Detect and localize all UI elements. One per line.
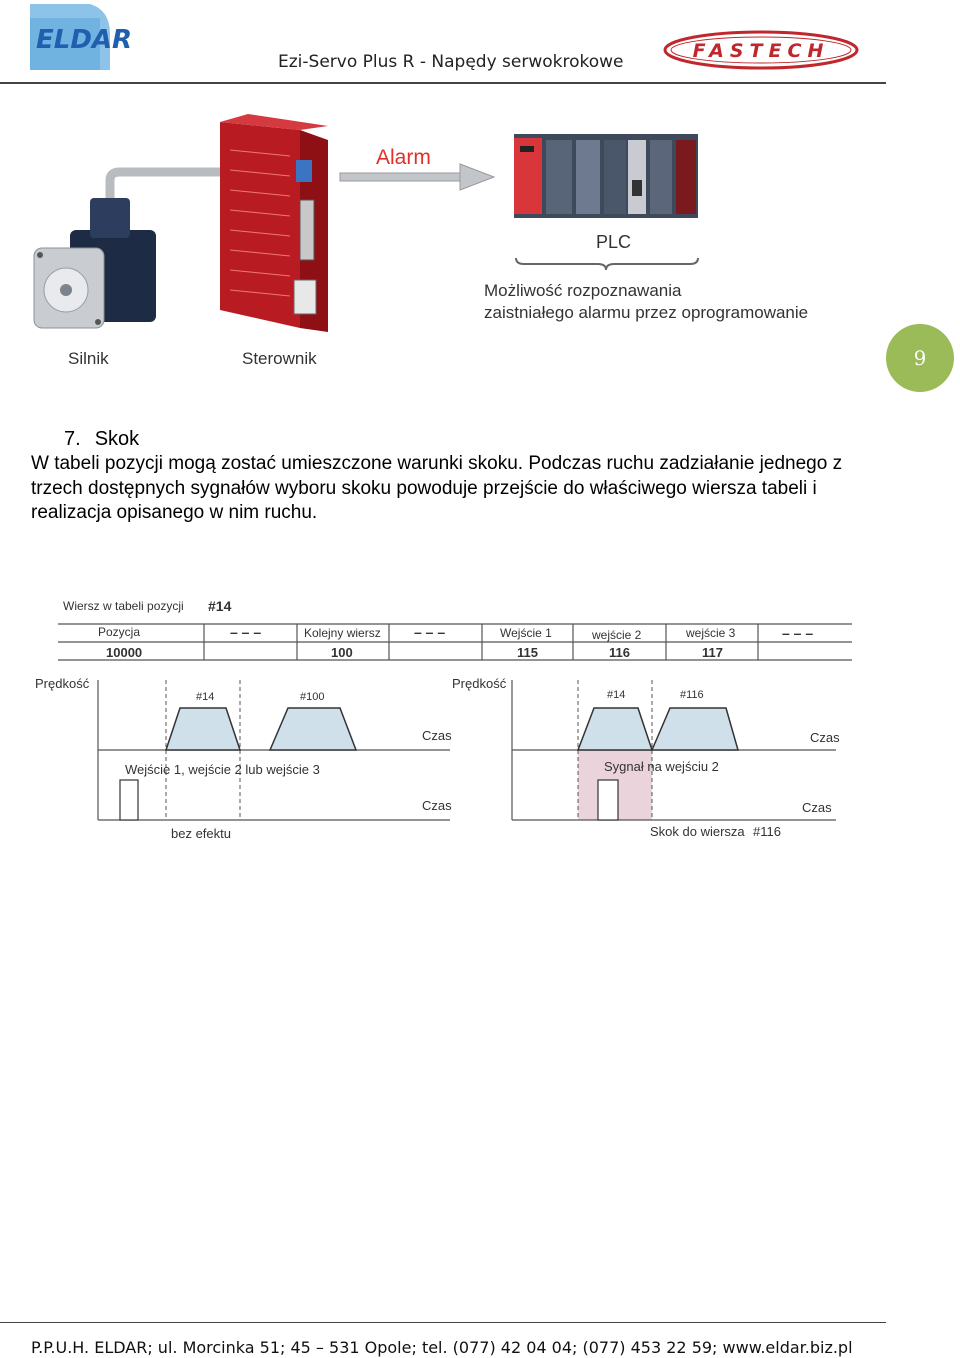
svg-text:#14: #14 — [607, 689, 626, 701]
svg-text:– – –: – – – — [782, 625, 814, 641]
fastech-logo — [663, 30, 859, 70]
section-number: 7. — [64, 428, 81, 450]
svg-text:ELDAR: ELDAR — [36, 25, 133, 55]
plc-icon — [514, 134, 698, 218]
svg-text:#116: #116 — [753, 824, 781, 839]
eldar-logo — [30, 4, 133, 70]
svg-text:Wiersz w tabeli pozycji: Wiersz w tabeli pozycji — [63, 599, 184, 613]
section-heading — [64, 428, 139, 451]
svg-text:Możliwość rozpoznawania: Możliwość rozpoznawania — [484, 281, 682, 300]
svg-text:Skok do wiersza: Skok do wiersza — [650, 824, 745, 839]
svg-text:Czas: Czas — [422, 798, 452, 813]
left-timing-plot — [30, 668, 460, 848]
svg-text:bez efektu: bez efektu — [171, 826, 231, 841]
svg-text:Czas: Czas — [802, 800, 832, 815]
svg-text:FASTECH: FASTECH — [692, 40, 830, 62]
footer-contact: P.P.U.H. ELDAR; ul. Morcinka 51; 45 – 531 Opole; tel. (077) 42 04 04; (077) 453 22 59; www.eldar.biz.pl — [31, 1338, 853, 1357]
svg-text:Sygnał na wejściu 2: Sygnał na wejściu 2 — [604, 759, 719, 774]
svg-text:Prędkość: Prędkość — [452, 676, 507, 691]
svg-text:– – –: – – – — [414, 624, 446, 640]
header-rule — [0, 82, 886, 84]
svg-text:Kolejny wiersz: Kolejny wiersz — [304, 626, 381, 640]
svg-text:Sterownik: Sterownik — [242, 349, 317, 368]
footer-rule — [0, 1322, 886, 1323]
svg-text:Pozycja: Pozycja — [98, 625, 141, 639]
svg-text:#116: #116 — [680, 689, 704, 701]
svg-text:Czas: Czas — [422, 728, 452, 743]
svg-text:Alarm: Alarm — [376, 146, 431, 169]
svg-text:#100: #100 — [300, 691, 325, 703]
section-paragraph: W tabeli pozycji mogą zostać umieszczone warunki skoku. Podczas ruchu zadziałanie jednego z trzech dostępnych sygnałów wyboru skoku powoduje przejście do właściwego wiersza tabeli i realizacja opisanego w nim ruchu. — [31, 453, 843, 523]
svg-text:100: 100 — [331, 645, 353, 660]
svg-text:#14: #14 — [208, 598, 232, 614]
svg-text:115: 115 — [517, 645, 538, 660]
right-timing-plot — [444, 668, 860, 848]
svg-text:Silnik: Silnik — [68, 349, 109, 368]
svg-text:Wejście 1: Wejście 1 — [500, 626, 552, 640]
svg-text:#14: #14 — [196, 691, 215, 703]
drive-icon — [220, 114, 328, 332]
svg-text:wejście 3: wejście 3 — [686, 626, 736, 640]
svg-text:wejście 2: wejście 2 — [592, 628, 642, 642]
svg-text:116: 116 — [609, 645, 630, 660]
svg-text:Wejście 1, wejście 2 lub wejśc: Wejście 1, wejście 2 lub wejście 3 — [125, 762, 320, 777]
svg-text:– – –: – – – — [230, 624, 262, 640]
svg-text:zaistniałego alarmu przez opro: zaistniałego alarmu przez oprogramowanie — [484, 303, 809, 322]
section-title: Skok — [94, 428, 140, 450]
svg-text:Prędkość: Prędkość — [35, 676, 90, 691]
alarm-figure — [0, 100, 860, 380]
motor-icon — [34, 198, 156, 328]
page-number-badge: 9 — [886, 324, 954, 392]
svg-text:117: 117 — [702, 645, 723, 660]
position-table-figure — [0, 590, 860, 670]
svg-text:10000: 10000 — [106, 645, 143, 660]
svg-text:Czas: Czas — [810, 730, 840, 745]
svg-text:PLC: PLC — [596, 232, 632, 252]
document-title: Ezi-Servo Plus R - Napędy serwokrokowe — [278, 52, 624, 72]
